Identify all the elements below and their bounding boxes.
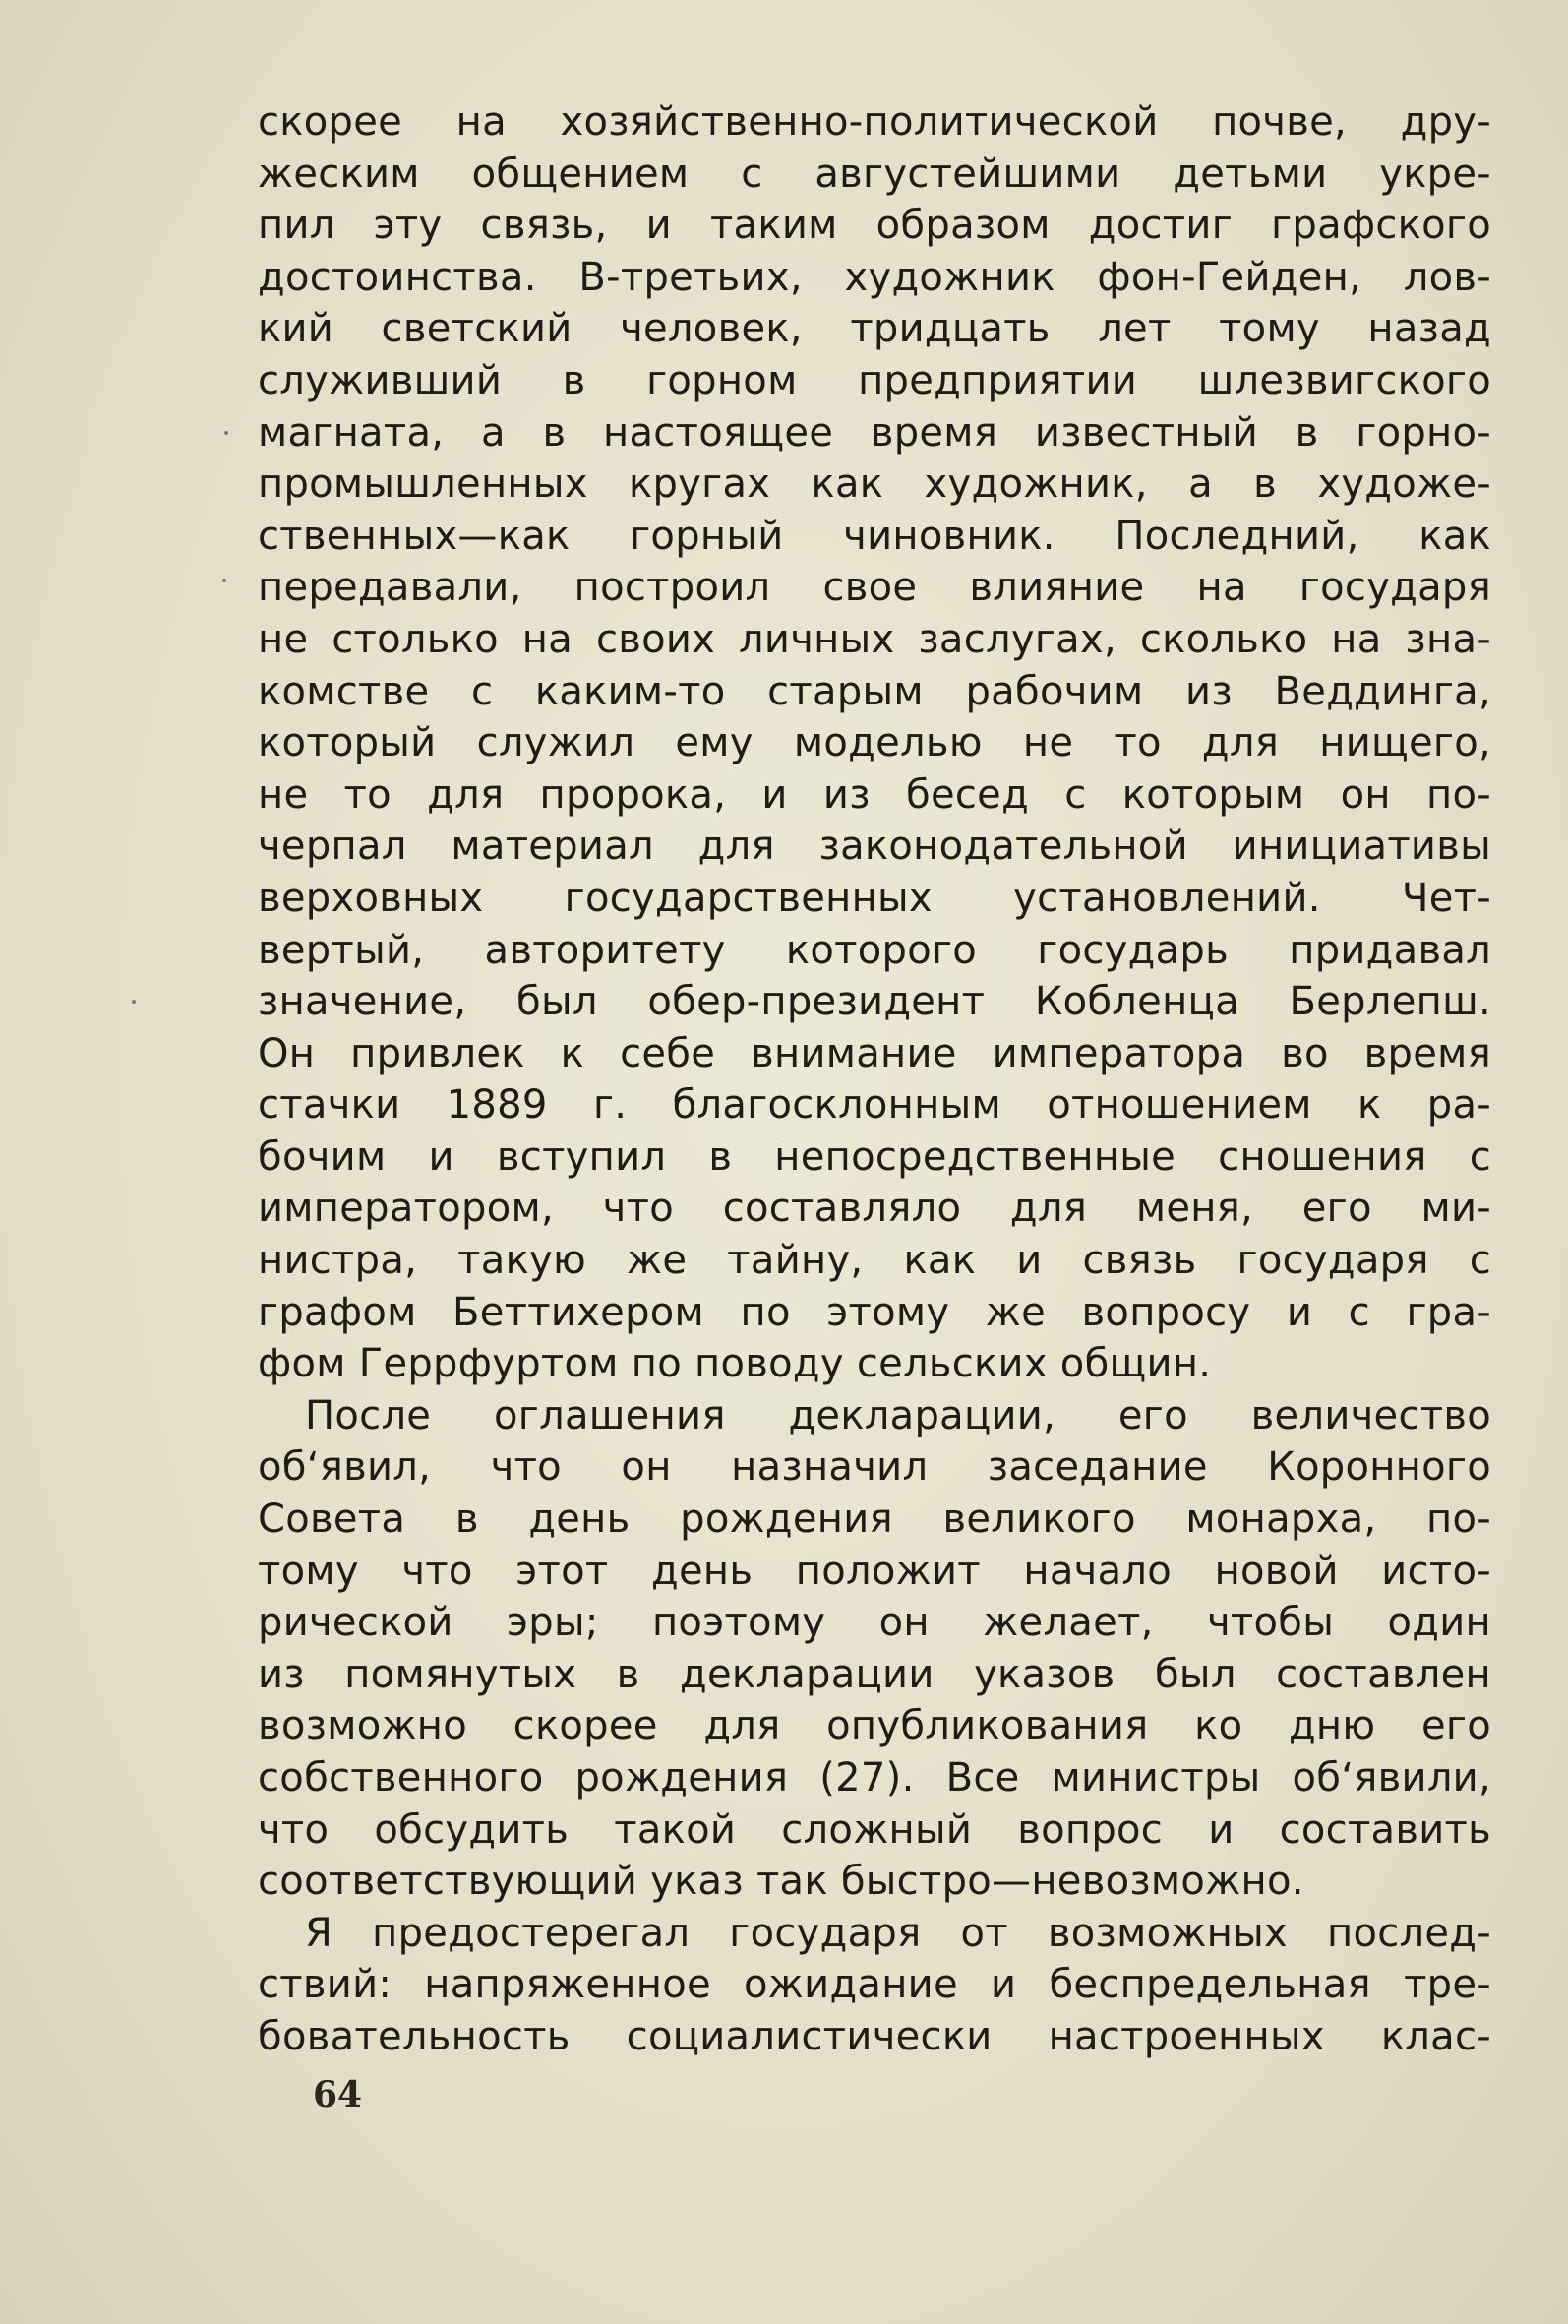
paragraph-start-line: После оглашения декларации, его величество (305, 1392, 1491, 1438)
text-line: скорее на хозяйственно-политической почве, дру- (258, 99, 1491, 145)
text-line: кий светский человек, тридцать лет тому назад (258, 306, 1491, 352)
text-line: вертый, авторитету которого государь придавал (258, 927, 1491, 973)
text-line: бовательность социалистически настроенных клас- (258, 2013, 1491, 2059)
paragraph-start-line: Я предостерегал государя от возможных послед- (305, 1910, 1491, 1956)
text-line: верховных государственных установлений. Чет- (258, 875, 1491, 921)
text-line: бочим и вступил в непосредственные сношения с (258, 1133, 1491, 1180)
text-line: не то для пророка, и из бесед с которым он по- (258, 771, 1491, 818)
text-line: жеским общением с августейшими детьми укре- (258, 151, 1491, 197)
body-text (258, 96, 1491, 2063)
text-line: соответствующий указ так быстро—невозможно. (258, 1859, 1304, 1905)
text-line: служивший в горном предприятии шлезвигского (258, 357, 1491, 403)
text-line: Он привлек к себе внимание императора во время (258, 1030, 1491, 1076)
text-line: собственного рождения (27). Все министры об‘явили, (258, 1755, 1491, 1801)
text-line: пил эту связь, и таким образом достиг графского (258, 203, 1491, 249)
text-line: что обсудить такой сложный вопрос и составить (258, 1806, 1491, 1853)
paper-speck (224, 431, 228, 435)
text-line: достоинства. В-третьих, художник фон-Гейден, лов- (258, 254, 1491, 300)
text-line: фом Геррфуртом по поводу сельских общин. (258, 1341, 1212, 1387)
text-line: ственных—как горный чиновник. Последний, как (258, 513, 1491, 559)
text-line: тому что этот день положит начало новой исто- (258, 1548, 1491, 1594)
paper-speck (222, 579, 226, 582)
paper-speck (132, 1000, 136, 1004)
text-line: Совета в день рождения великого монарха, по- (258, 1497, 1491, 1543)
text-line: значение, был обер-президент Кобленца Берлепш. (258, 979, 1491, 1025)
text-line: из помянутых в декларации указов был составлен (258, 1651, 1491, 1697)
text-line: графом Беттихером по этому же вопросу и с гра- (258, 1289, 1491, 1335)
text-line: нистра, такую же тайну, как и связь государя с (258, 1238, 1491, 1284)
text-line: промышленных кругах как художник, а в художе- (258, 461, 1491, 508)
text-line: ствий: напряженное ожидание и беспредельная тре- (258, 1962, 1491, 2008)
text-line: стачки 1889 г. благосклонным отношением к ра- (258, 1082, 1491, 1129)
text-line: императором, что составляло для меня, его ми- (258, 1186, 1491, 1232)
text-line: который служил ему моделью не то для нищего, (258, 720, 1491, 766)
text-line: комстве с каким-то старым рабочим из Веддинга, (258, 668, 1491, 714)
text-line: не столько на своих личных заслугах, сколько на зна- (258, 616, 1491, 662)
page-number: 64 (313, 2074, 363, 2115)
text-line: об‘явил, что он назначил заседание Коронного (258, 1444, 1491, 1491)
text-line: черпал материал для законодательной инициативы (258, 824, 1491, 870)
text-line: возможно скорее для опубликования ко дню его (258, 1703, 1491, 1749)
text-line: рической эры; поэтому он желает, чтобы один (258, 1600, 1491, 1646)
text-line: передавали, построил свое влияние на государя (258, 565, 1491, 611)
text-line: магната, а в настоящее время известный в горно- (258, 409, 1491, 456)
